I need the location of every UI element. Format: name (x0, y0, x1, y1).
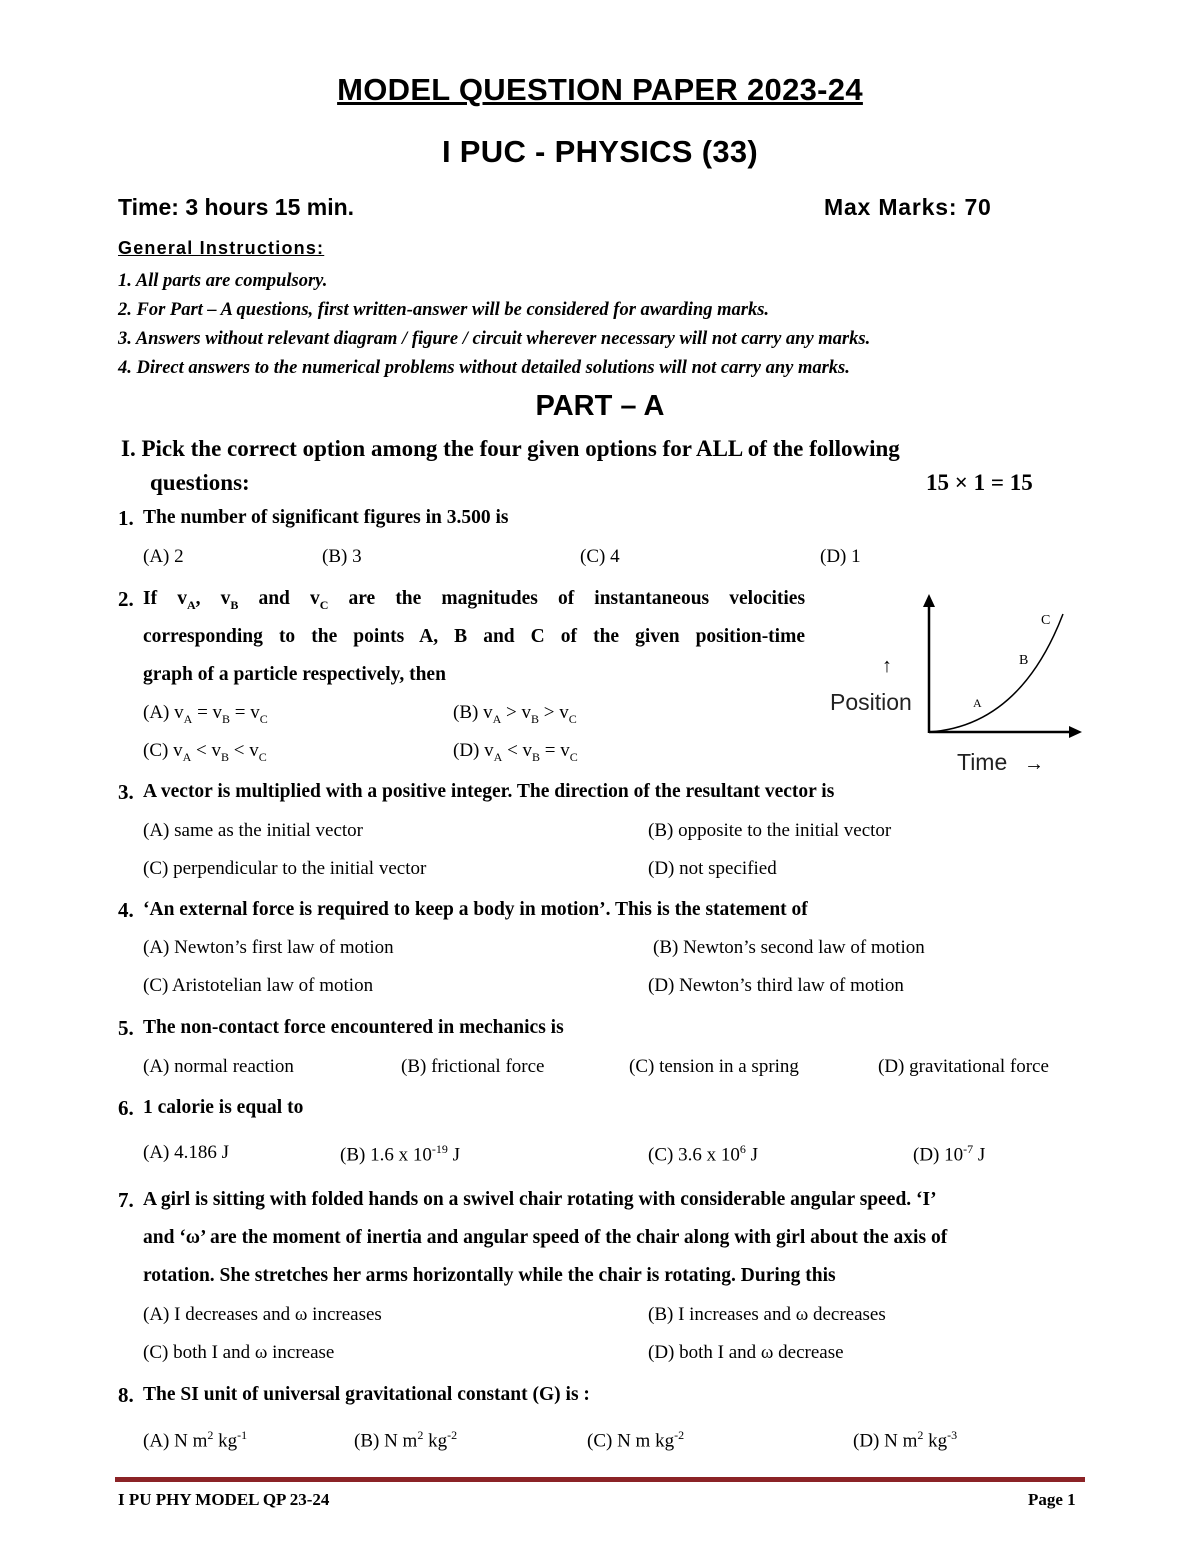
question-number: 3. (118, 780, 134, 804)
question-text: 1 calorie is equal to (143, 1097, 304, 1118)
question-number: 8. (118, 1383, 134, 1407)
option-c: (C) both I and ω increase (143, 1342, 335, 1363)
paper-title: MODEL QUESTION PAPER 2023-24 (337, 72, 863, 107)
paper-subtitle: I PUC - PHYSICS (33) (441, 134, 759, 169)
instruction-item: 3. Answers without relevant diagram / figure / circuit wherever necessary will not carry any marks. (118, 329, 871, 349)
footer-left: I PU PHY MODEL QP 23-24 (118, 1490, 330, 1509)
footer-rule (115, 1477, 1085, 1482)
point-c-label: C (1041, 613, 1051, 628)
option-d: (D) Newton’s third law of motion (648, 975, 904, 996)
question-text: ‘An external force is required to keep a body in motion’. This is the statement of (143, 899, 808, 920)
position-curve (929, 614, 1063, 732)
option-b: (B) Newton’s second law of motion (653, 937, 925, 958)
option-d: (D) not specified (648, 858, 777, 879)
option-a: (A) 4.186 J (143, 1142, 230, 1163)
point-b-label: B (1019, 653, 1029, 668)
question-number: 1. (118, 506, 134, 530)
instructions-heading: General Instructions: (118, 238, 325, 258)
option-a: (A) I decreases and ω increases (143, 1304, 382, 1325)
question-text: A girl is sitting with folded hands on a swivel chair rotating with considerable angular speed. ‘I’ (143, 1189, 937, 1210)
section-marks: 15 × 1 = 15 (926, 470, 1033, 495)
option-a: (A) same as the initial vector (143, 820, 364, 841)
option-c: (C) 3.6 x $10^6$ J (648, 1142, 758, 1166)
question-text-cont: rotation. She stretches her arms horizontally while the chair is rotating. During this (143, 1265, 836, 1286)
question-text: The number of significant figures in 3.500 is (143, 507, 509, 528)
page-number: Page 1 (1028, 1490, 1076, 1509)
max-marks: Max Marks: 70 (824, 194, 992, 220)
option-c: (C) $v_A < v_B < v_C$ (143, 740, 267, 764)
option-c: (C) N m $kg^{-2}$ (587, 1428, 685, 1452)
option-d: (D) 1 (820, 546, 861, 567)
option-c: (C) tension in a spring (629, 1056, 799, 1077)
option-b: (B) opposite to the initial vector (648, 820, 892, 841)
option-d: (D) $10^{-7}$ J (913, 1142, 986, 1166)
option-a: (A) 2 (143, 546, 184, 567)
question-text-cont: corresponding to the points A, B and C of the given position-time (143, 626, 805, 647)
x-axis-arrowhead (1069, 726, 1082, 738)
option-c: (C) perpendicular to the initial vector (143, 858, 427, 879)
position-time-graph (820, 588, 1090, 778)
question-text-cont: graph of a particle respectively, then (143, 664, 446, 685)
option-a: (A) Newton’s first law of motion (143, 937, 394, 958)
question-text: A vector is multiplied with a positive integer. The direction of the resultant vector is (143, 781, 835, 802)
option-d: (D) $v_A < v_B = v_C$ (453, 740, 578, 764)
option-a: (A) normal reaction (143, 1056, 294, 1077)
section-instruction: I. Pick the correct option among the four given options for ALL of the following (121, 436, 900, 461)
option-b: (B) $v_A > v_B > v_C$ (453, 702, 577, 726)
option-b: (B) N $m^2$ $kg^{-2}$ (354, 1428, 458, 1452)
option-d: (D) both I and ω decrease (648, 1342, 844, 1363)
option-d: (D) N $m^2$ $kg^{-3}$ (853, 1428, 958, 1452)
question-number: 5. (118, 1016, 134, 1040)
section-instruction-cont: questions: (150, 470, 250, 495)
option-c: (C) Aristotelian law of motion (143, 975, 374, 996)
option-a: (A) $v_A = v_B = v_C$ (143, 702, 268, 726)
question-number: 6. (118, 1096, 134, 1120)
option-c: (C) 4 (580, 546, 620, 567)
question-text-cont: and ‘ω’ are the moment of inertia and angular speed of the chair along with girl about the axis of (143, 1227, 948, 1248)
x-axis-label: Time (957, 749, 1008, 775)
y-axis-arrowhead (923, 594, 935, 607)
option-b: (B) I increases and ω decreases (648, 1304, 886, 1325)
instruction-item: 4. Direct answers to the numerical problems without detailed solutions will not carry any marks. (118, 358, 850, 378)
time-allowed: Time: 3 hours 15 min. (118, 194, 355, 220)
instruction-item: 2. For Part – A questions, first written-answer will be considered for awarding marks. (118, 300, 770, 320)
question-text: If $v_A$, $v_B$ and $v_C$ are the magnitudes of instantaneous velocities (143, 588, 806, 612)
question-text: The SI unit of universal gravitational constant (G) is : (143, 1384, 590, 1405)
question-number: 2. (118, 587, 134, 611)
y-axis-label: Position (830, 689, 912, 715)
instruction-item: 1. All parts are compulsory. (118, 271, 328, 291)
option-b: (B) 3 (322, 546, 362, 567)
option-b: (B) 1.6 x $10^{-19}$ J (340, 1142, 460, 1166)
up-arrow: ↑ (882, 655, 892, 677)
point-a-label: A (973, 696, 982, 710)
question-text: The non-contact force encountered in mechanics is (143, 1017, 564, 1038)
option-b: (B) frictional force (401, 1056, 545, 1077)
option-d: (D) gravitational force (878, 1056, 1049, 1077)
right-arrow: → (1024, 753, 1044, 775)
part-heading: PART – A (535, 390, 665, 422)
option-a: (A) N $m^2$ $kg^{-1}$ (143, 1428, 248, 1452)
question-number: 7. (118, 1188, 134, 1212)
question-number: 4. (118, 898, 134, 922)
